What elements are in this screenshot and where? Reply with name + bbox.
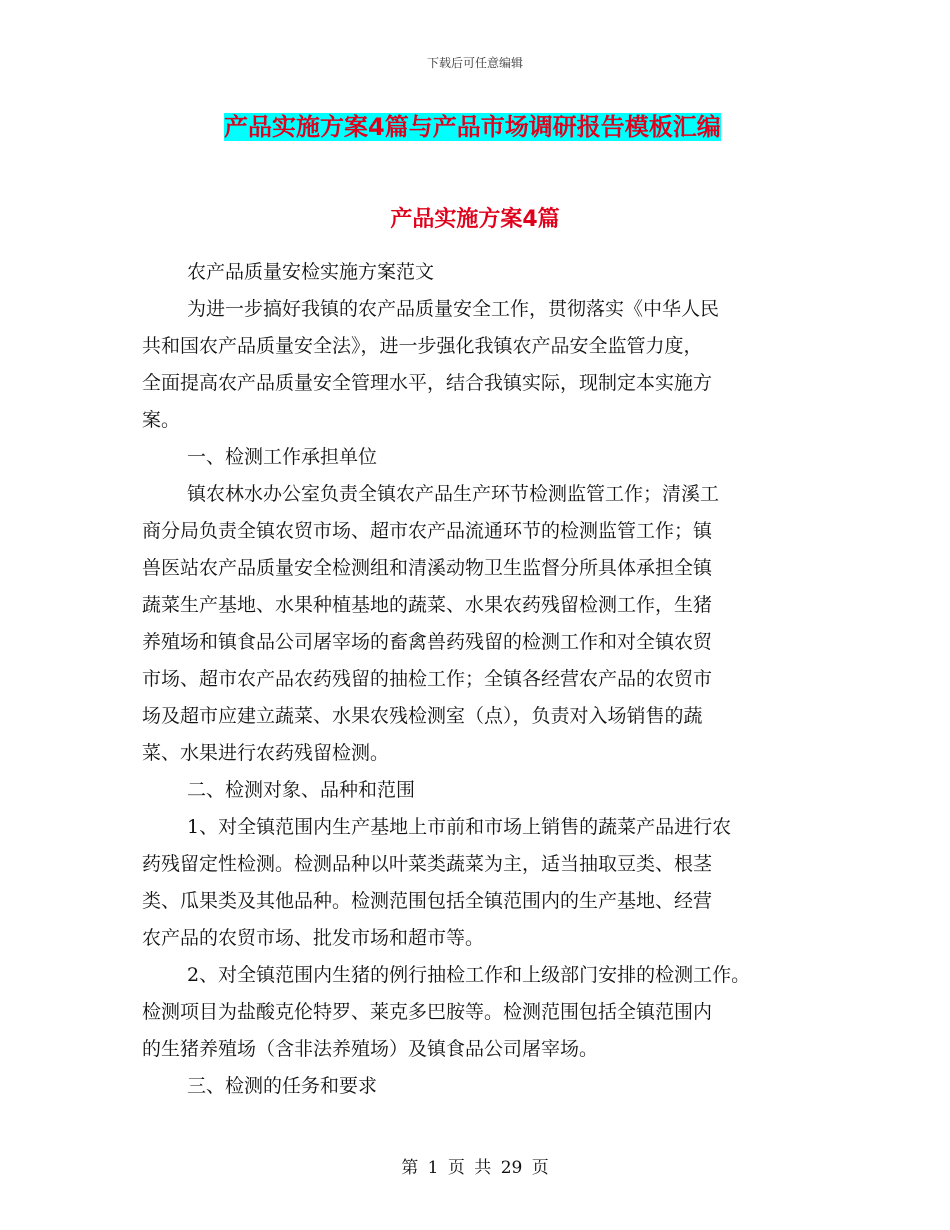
paragraph-line: 2、对全镇范围内生猪的例行抽检工作和上级部门安排的检测工作。 bbox=[187, 964, 751, 986]
paragraph-line: 二、检测对象、品种和范围 bbox=[187, 779, 416, 801]
paragraph-line: 为进一步搞好我镇的农产品质量安全工作，贯彻落实《中华人民 bbox=[187, 298, 720, 320]
paragraph-line: 三、检测的任务和要求 bbox=[187, 1075, 378, 1097]
page-footer: 第 1 页 共 29 页 bbox=[401, 1158, 549, 1178]
paragraph-line: 的生猪养殖场（含非法养殖场）及镇食品公司屠宰场。 bbox=[142, 1038, 599, 1060]
document-title-text: 产品实施方案4篇与产品市场调研报告模板汇编 bbox=[224, 113, 721, 141]
paragraph-line: 类、瓜果类及其他品种。检测范围包括全镇范围内的生产基地、经营 bbox=[142, 890, 713, 912]
document-title bbox=[222, 112, 723, 142]
document-body bbox=[142, 254, 812, 1105]
paragraph-line: 养殖场和镇食品公司屠宰场的畜禽兽药残留的检测工作和对全镇农贸 bbox=[142, 631, 713, 653]
paragraph-line: 全面提高农产品质量安全管理水平，结合我镇实际，现制定本实施方 bbox=[142, 372, 713, 394]
paragraph-line: 兽医站农产品质量安全检测组和清溪动物卫生监督分所具体承担全镇 bbox=[142, 557, 713, 579]
paragraph-line: 农产品的农贸市场、批发市场和超市等。 bbox=[142, 927, 485, 949]
paragraph-line: 1、对全镇范围内生产基地上市前和市场上销售的蔬菜产品进行农 bbox=[187, 816, 732, 838]
paragraph-line: 共和国农产品质量安全法》，进一步强化我镇农产品安全监管力度， bbox=[142, 335, 703, 357]
header-note: 下载后可任意编辑 bbox=[426, 56, 523, 70]
paragraph-line: 市场、超市农产品农药残留的抽检工作；全镇各经营农产品的农贸市 bbox=[142, 668, 713, 690]
paragraph-line: 蔬菜生产基地、水果种植基地的蔬菜、水果农药残留检测工作，生猪 bbox=[142, 594, 713, 616]
paragraph-line: 检测项目为盐酸克伦特罗、莱克多巴胺等。检测范围包括全镇范围内 bbox=[142, 1001, 713, 1023]
paragraph-line: 一、检测工作承担单位 bbox=[187, 446, 378, 468]
section-title: 产品实施方案4篇 bbox=[390, 207, 560, 232]
paragraph-line: 案。 bbox=[142, 409, 181, 431]
paragraph-line: 药残留定性检测。检测品种以叶菜类蔬菜为主，适当抽取豆类、根茎 bbox=[142, 853, 713, 875]
paragraph-line: 镇农林水办公室负责全镇农产品生产环节检测监管工作；清溪工 bbox=[187, 483, 720, 505]
paragraph-line: 农产品质量安检实施方案范文 bbox=[187, 261, 435, 283]
paragraph-line: 菜、水果进行农药残留检测。 bbox=[142, 742, 390, 764]
paragraph-line: 场及超市应建立蔬菜、水果农残检测室（点），负责对入场销售的蔬 bbox=[142, 705, 703, 727]
paragraph-line: 商分局负责全镇农贸市场、超市农产品流通环节的检测监管工作；镇 bbox=[142, 520, 713, 542]
